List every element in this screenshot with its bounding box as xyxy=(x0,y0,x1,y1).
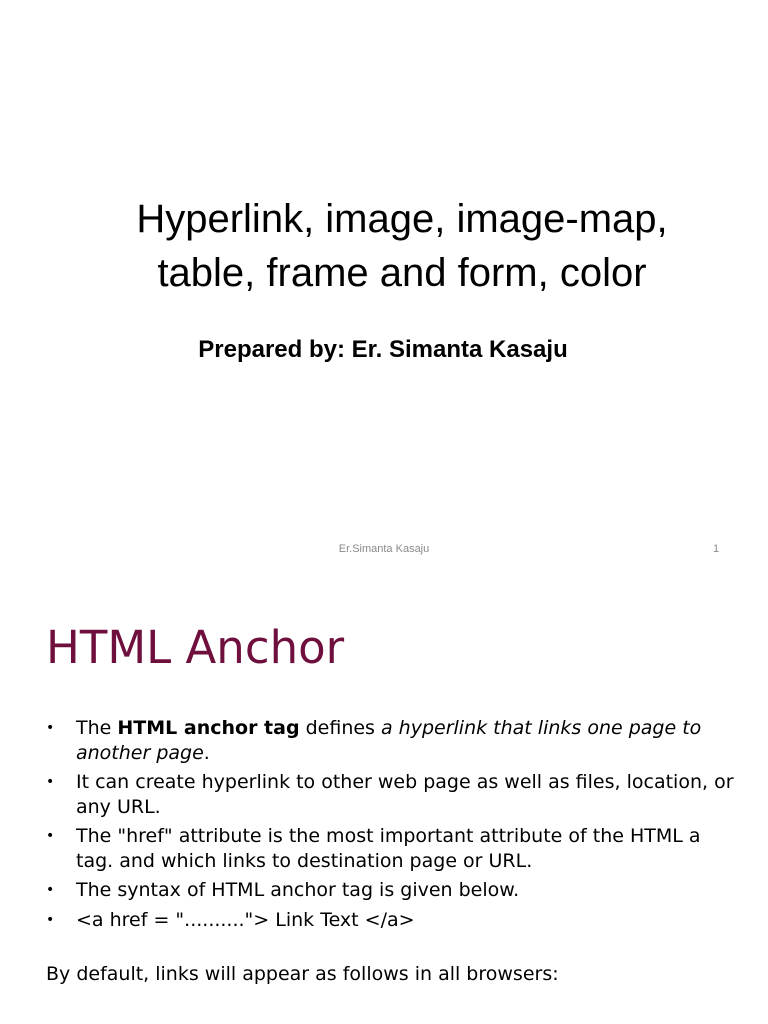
slide-footer-author: Er.Simanta Kasaju xyxy=(338,543,430,555)
bullet-item xyxy=(46,824,736,873)
slide-title-line-2: table, frame and form, color xyxy=(157,251,647,295)
bullet-text: The syntax of HTML anchor tag is given below. xyxy=(76,879,520,901)
bullet-item xyxy=(46,908,736,933)
bullet-list xyxy=(46,716,736,937)
bullet-marker: • xyxy=(46,911,55,928)
bullet-italic-text: a hyperlink that links one page to another page xyxy=(76,717,702,764)
bullet-marker: • xyxy=(46,882,55,898)
bullet-text: It can create hyperlink to other web page as well as files, location, or any URL. xyxy=(76,771,734,818)
bullet-text-part: defines xyxy=(299,717,381,739)
author-subtitle: Prepared by: Er. Simanta Kasaju xyxy=(198,336,568,363)
bullet-item xyxy=(46,878,736,903)
bullet-text-part: The xyxy=(76,717,118,739)
bullet-marker: • xyxy=(46,720,55,736)
bullet-bold-text: HTML anchor tag xyxy=(117,717,300,739)
slide-title xyxy=(0,192,768,300)
bullet-text-part: . xyxy=(203,741,210,764)
html-anchor-slide xyxy=(0,576,768,1024)
body-paragraph: By default, links will appear as follows in all browsers: xyxy=(46,963,559,985)
bullet-text: <a href = ".........."> Link Text </a> xyxy=(76,908,415,931)
bullet-marker: • xyxy=(46,774,55,790)
slide-heading: HTML Anchor xyxy=(46,621,345,674)
bullet-item xyxy=(46,770,736,819)
slide-page-number: 1 xyxy=(713,543,720,555)
bullet-item xyxy=(46,716,736,765)
bullet-text: The "href" attribute is the most important attribute of the HTML a tag. and which links to destination page or URL. xyxy=(76,825,701,872)
slide-title-line-1: Hyperlink, image, image-map, xyxy=(136,197,668,241)
bullet-marker: • xyxy=(46,828,55,844)
